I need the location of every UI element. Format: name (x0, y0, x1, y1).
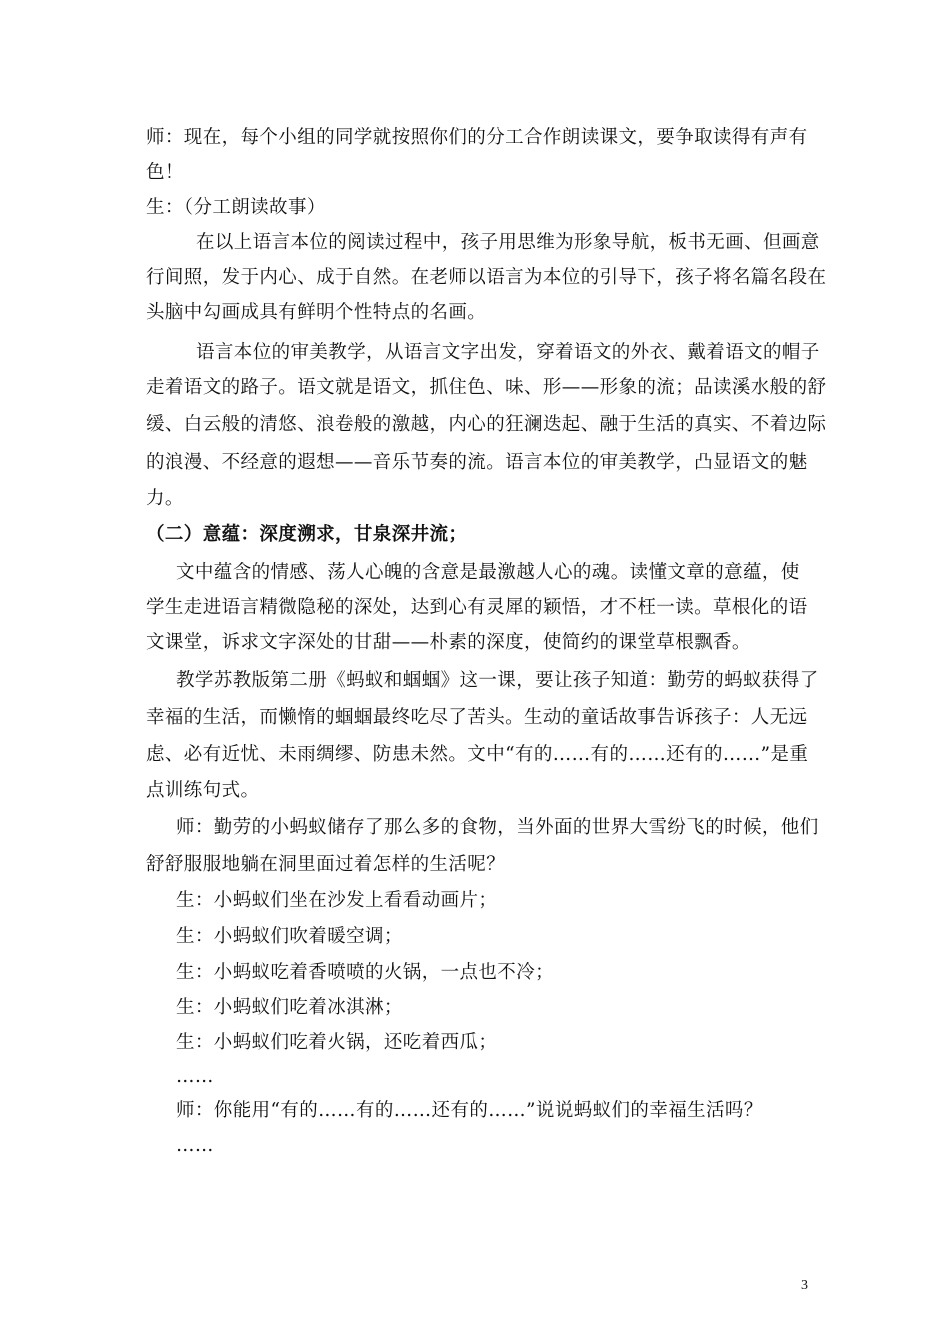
dialogue-line: 生：小蚂蚁们吃着火锅，还吃着西瓜； (176, 1032, 498, 1053)
dialogue-line: 生：小蚂蚁吃着香喷喷的火锅，一点也不冷； (176, 962, 555, 983)
text-line: 头脑中勾画成具有鲜明个性特点的名画。 (146, 302, 487, 323)
dialogue-line: 生：小蚂蚁们吹着暖空调； (176, 926, 403, 947)
text-line: 的浪漫、不经意的遐想——音乐节奏的流。语言本位的审美教学，凸显语文的魅 (146, 452, 808, 473)
text-line: 师：现在，每个小组的同学就按照你们的分工合作朗读课文，要争取读得有声有 (146, 127, 808, 148)
text-line: 在以上语言本位的阅读过程中，孩子用思维为形象导航，板书无画、但画意 (196, 232, 820, 253)
text-line: 语言本位的审美教学，从语言文字出发，穿着语文的外衣、戴着语文的帽子 (196, 342, 820, 363)
dialogue-line: 师：你能用“有的……有的……还有的……”说说蚂蚁们的幸福生活吗？ (176, 1100, 763, 1121)
text-line: 文中蕴含的情感、荡人心魄的含意是最激越人心的魂。读懂文章的意蕴，使 (176, 562, 800, 583)
text-line: 虑、必有近忧、未雨绸缪、防患未然。文中“有的……有的……还有的……”是重 (146, 744, 809, 765)
text-line: 师：勤劳的小蚂蚁储存了那么多的食物，当外面的世界大雪纷飞的时候，他们 (176, 817, 819, 838)
text-line: 幸福的生活，而懒惰的蝈蝈最终吃尽了苦头。生动的童话故事告诉孩子：人无远 (146, 707, 808, 728)
ellipsis-line: …… (176, 1066, 214, 1087)
text-line: 生：（分工朗读故事） (146, 197, 326, 218)
text-line: 舒舒服服地躺在洞里面过着怎样的生活呢？ (146, 854, 506, 875)
text-line: 教学苏教版第二册《蚂蚁和蝈蝈》这一课，要让孩子知道：勤劳的蚂蚁获得了 (176, 670, 819, 691)
text-line: 色！ (146, 162, 184, 183)
section-heading: （二）意蕴：深度溯求，甘泉深井流； (146, 524, 468, 545)
text-line: 学生走进语言精微隐秘的深处，达到心有灵犀的颖悟，才不枉一读。草根化的语 (146, 597, 808, 618)
text-line: 点训练句式。 (146, 780, 260, 801)
text-line: 走着语文的路子。语文就是语文，抓住色、味、形——形象的流；品读溪水般的舒 (146, 377, 827, 398)
text-line: 文课堂，诉求文字深处的甘甜——朴素的深度，使简约的课堂草根飘香。 (146, 632, 751, 653)
ellipsis-line: …… (176, 1135, 214, 1156)
text-line: 力。 (146, 488, 184, 509)
page-number: 3 (801, 1278, 808, 1293)
text-line: 缓、白云般的清悠、浪卷般的激越，内心的狂澜迭起、融于生活的真实、不着边际 (146, 414, 827, 435)
dialogue-line: 生：小蚂蚁们吃着冰淇淋； (176, 997, 403, 1018)
text-line: 行间照，发于内心、成于自然。在老师以语言为本位的引导下，孩子将名篇名段在 (146, 267, 827, 288)
dialogue-line: 生：小蚂蚁们坐在沙发上看看动画片； (176, 890, 498, 911)
